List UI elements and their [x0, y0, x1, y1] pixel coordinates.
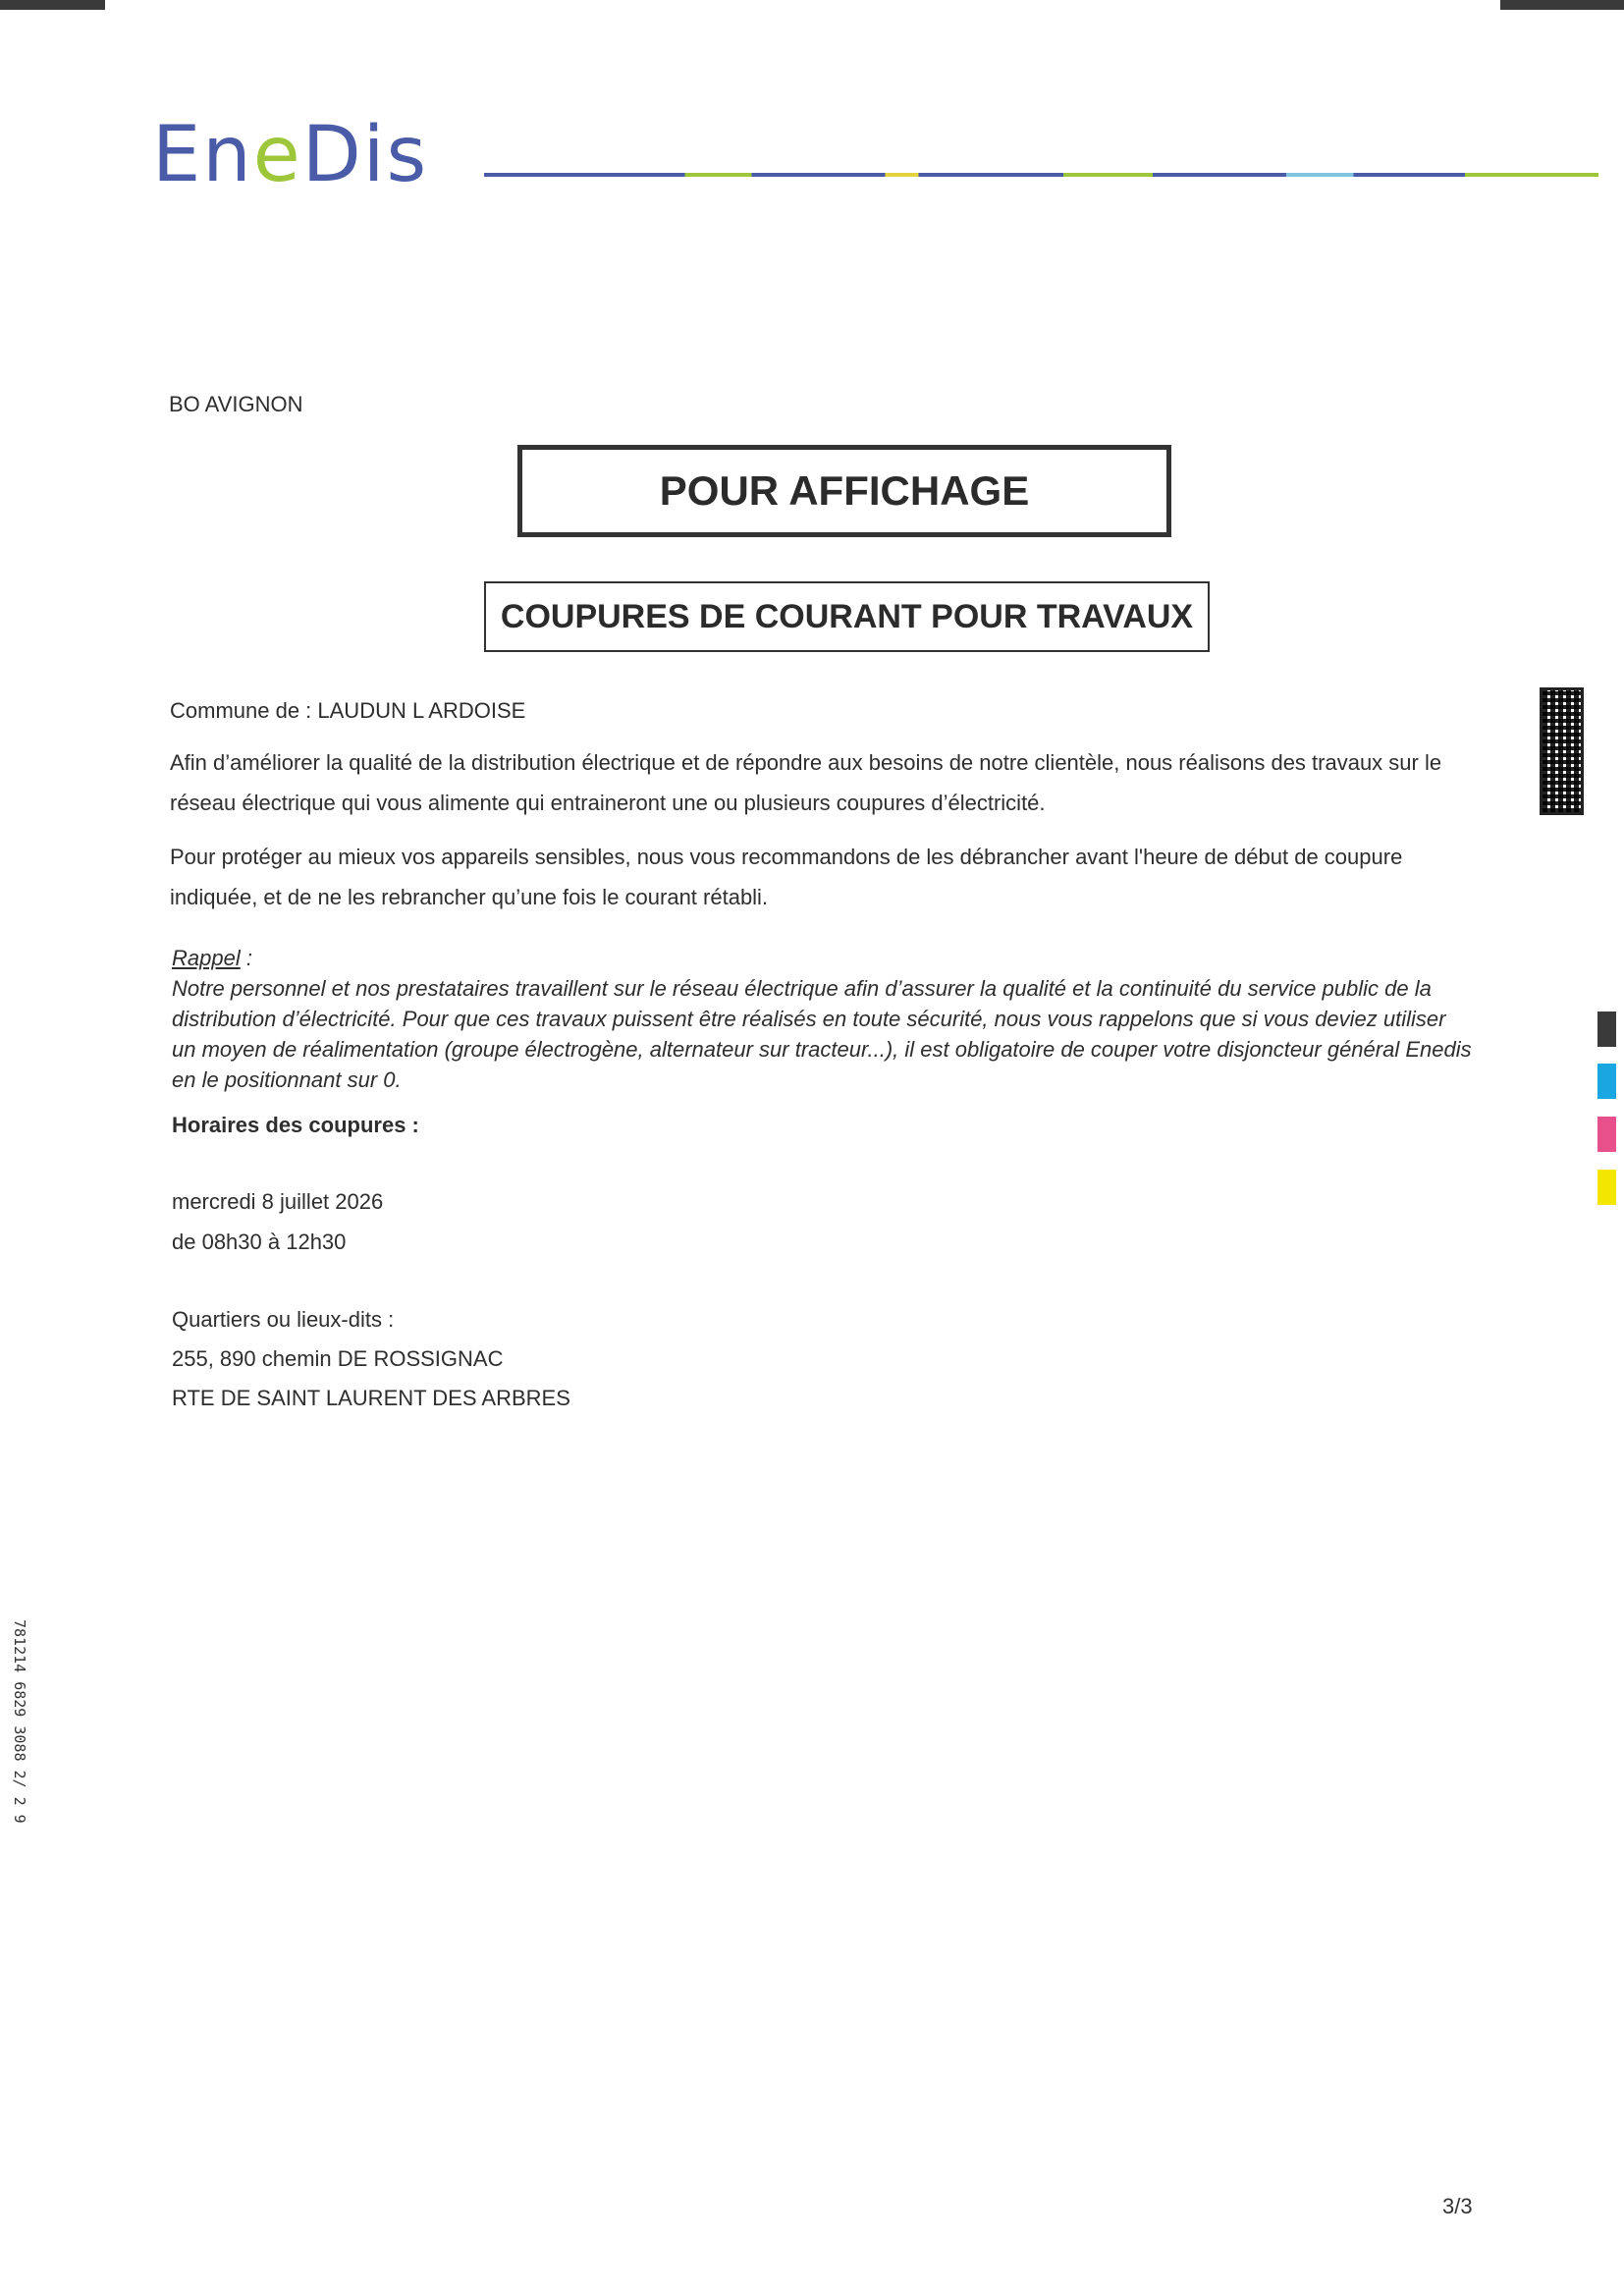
rappel-block: [172, 943, 1473, 1095]
outage-date: mercredi 8 juillet 2026: [172, 1189, 384, 1214]
color-swatch-magenta: [1597, 1117, 1616, 1152]
color-swatch-yellow: [1597, 1170, 1616, 1205]
page-number: 3/3: [1442, 2194, 1473, 2218]
color-swatch-cyan: [1597, 1064, 1616, 1099]
logo-part-2: Dis: [301, 111, 429, 199]
logo-part-1: En: [152, 111, 253, 199]
enedis-logo: [152, 111, 466, 199]
scan-mark-left: [0, 0, 105, 10]
lieux-heading: Quartiers ou lieux-dits :: [172, 1307, 395, 1332]
side-reference-code: 781214 6829 3088 2/ 2 9: [11, 1619, 28, 1824]
lieux-item: 255, 890 chemin DE ROSSIGNAC: [172, 1346, 504, 1371]
subtitle-box: COUPURES DE COURANT POUR TRAVAUX: [484, 581, 1210, 652]
rappel-text: Notre personnel et nos prestataires travaillent sur le réseau électrique afin d’assurer la qualité et la continuité du service public de la distribution d’électricité. Pour que ces travaux puissent être réalisés en toute sécurité, nous vous rappelons que si vous deviez utiliser un moyen de réalimentation (groupe électrogène, alternateur sur tracteur...), il est obligatoire de couper votre disjoncteur général Enedis en le positionnant sur 0.: [172, 976, 1472, 1092]
paragraph-2: Pour protéger au mieux vos appareils sensibles, nous vous recommandons de les débrancher avant l'heure de début de coupure indiquée, et de ne les rebrancher qu’une fois le courant rétabli.: [170, 845, 1403, 909]
lieux-item: RTE DE SAINT LAURENT DES ARBRES: [172, 1386, 570, 1410]
paragraph-1: Afin d’améliorer la qualité de la distribution électrique et de répondre aux besoins de notre clientèle, nous réalisons des travaux sur le réseau électrique qui vous alimente qui entraineront une ou plusieurs coupures d’électricité.: [170, 750, 1442, 815]
rappel-suffix: :: [240, 946, 252, 970]
scan-mark-right: [1500, 0, 1624, 10]
commune-label: Commune de : LAUDUN L ARDOISE: [170, 698, 526, 723]
sender-label: BO AVIGNON: [169, 392, 303, 416]
header-rule: [484, 173, 1598, 177]
horaires-heading: Horaires des coupures :: [172, 1113, 419, 1137]
datamatrix-code: [1540, 687, 1584, 815]
color-swatch-black: [1597, 1011, 1616, 1047]
outage-time: de 08h30 à 12h30: [172, 1230, 347, 1254]
logo-accent: e: [252, 111, 302, 199]
rappel-label: Rappel: [172, 946, 241, 970]
title-box: POUR AFFICHAGE: [517, 445, 1171, 537]
